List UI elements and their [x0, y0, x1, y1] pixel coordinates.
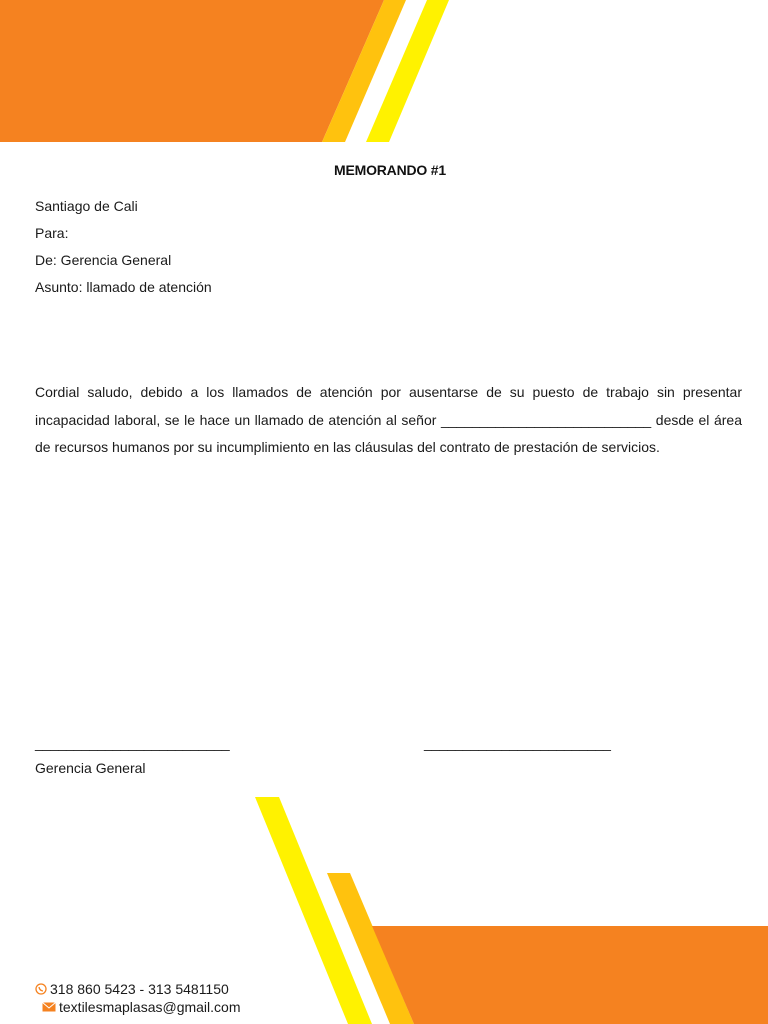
de-line: De: Gerencia General	[35, 252, 172, 268]
phone-numbers: 318 860 5423 - 313 5481150	[50, 981, 229, 997]
signature-label: Gerencia General	[35, 760, 146, 776]
contact-email	[42, 999, 241, 1015]
contact-phone	[35, 981, 229, 997]
asunto-line: Asunto: llamado de atención	[35, 279, 212, 295]
signature-line-left: _________________________	[35, 735, 230, 751]
bottom-orange-band	[372, 926, 768, 1024]
city-line: Santiago de Cali	[35, 198, 138, 214]
whatsapp-icon	[35, 983, 47, 995]
signature-line-right: ________________________	[424, 735, 611, 751]
memo-body: Cordial saludo, debido a los llamados de atención por ausentarse de su puesto de trabajo sin presentar incapacidad laboral, se le hace un llamado de atención al señor ___________________________ desde el área de recursos humanos por su incumplimiento en las cláusulas del contrato de prestación de servicios.	[35, 384, 742, 455]
memo-title: MEMORANDO #1	[334, 162, 446, 178]
top-orange-band	[0, 0, 384, 142]
email-address: textilesmaplasas@gmail.com	[59, 999, 241, 1015]
para-line: Para:	[35, 225, 69, 241]
envelope-icon	[42, 1002, 56, 1012]
